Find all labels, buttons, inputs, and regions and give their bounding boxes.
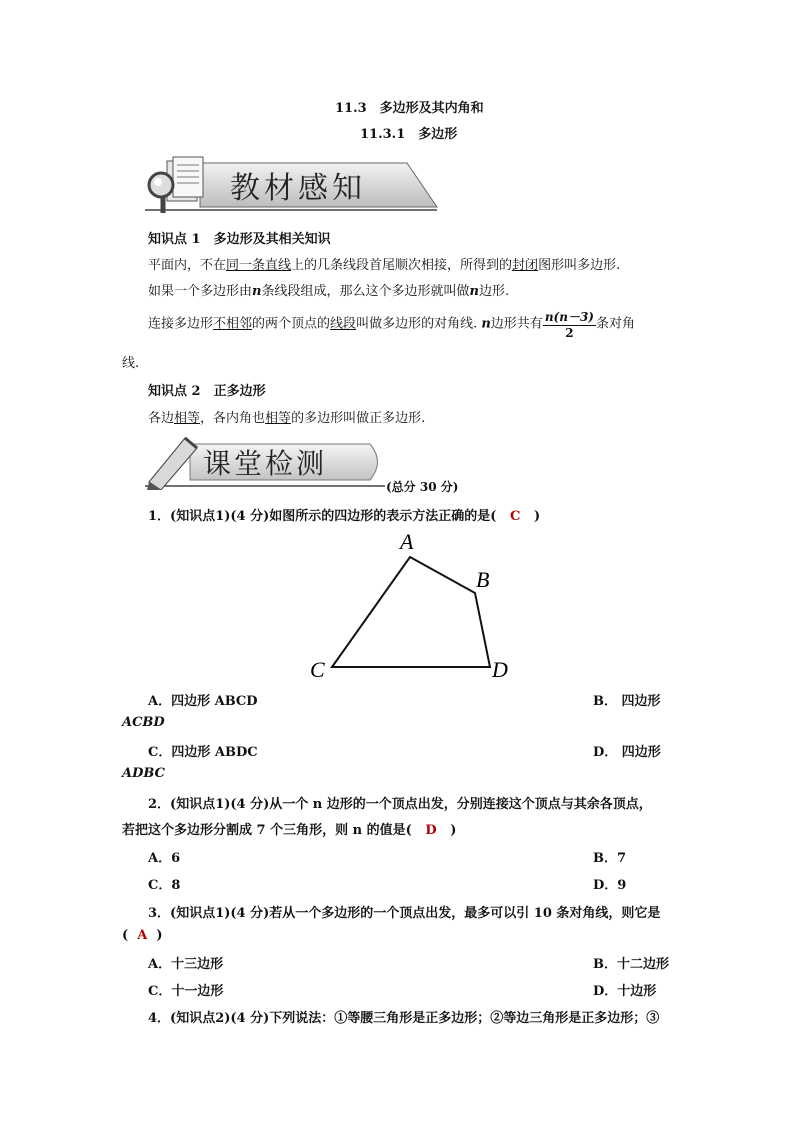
k1-underline-straight-line: 同一条直线 [226,258,292,273]
banner-textbook-label: 教材感知 [230,171,366,206]
k1-text: 连接多边形 [148,316,214,332]
question-3-line1: 3．(知识点1)(4 分)若从一个多边形的一个顶点出发，最多可以引 10 条对角线，则它是 [148,906,661,921]
q1-option-b-cont: ACBD [122,715,165,730]
q2-answer: D [425,823,437,838]
q2-option-a: A．6 [148,851,181,866]
k1-underline-segment: 线段 [330,316,357,332]
knowledge2-line [148,407,425,426]
q2-close: ) [450,823,457,838]
knowledge1-line3 [148,308,635,340]
vertex-label-c: C [310,657,325,682]
question-2-line2 [122,819,456,838]
q3-option-c: C．十一边形 [148,984,224,999]
vertex-label-b: B [476,567,490,592]
vertex-label-a: A [400,529,414,554]
k1-text: 的两个顶点的 [252,316,331,332]
q2-line2-text: 若把这个多边形分割成 7 个三角形，则 n 的值是( [122,823,412,838]
q2-option-d: D．9 [593,878,627,893]
k2-text: 的多边形叫做正多边形. [291,411,426,426]
q1-stem: 1．(知识点1)(4 分)如图所示的四边形的表示方法正确的是( [148,509,497,524]
diagonal-count-fraction [543,308,596,340]
k1-text: 如果一个多边形由 [148,284,253,299]
question-2-line1: 2．(知识点1)(4 分)从一个 n 边形的一个顶点出发，分别连接这个顶点与其余各顶点， [148,797,652,812]
knowledge1-line3-cont: 线. [122,356,140,371]
magnifier-icon [149,173,173,213]
k1-text: 条对角 [595,316,635,332]
k1-underline-closed: 封闭 [512,258,539,273]
q3-option-b: B．十二边形 [593,957,669,972]
q1-option-c: C．四边形 ABDC [148,745,258,760]
q1-option-d-cont: ADBC [122,766,165,781]
k2-underline-equal: 相等 [174,411,201,426]
knowledge-point-1-heading: 知识点 1 多边形及其相关知识 [148,232,331,247]
q1-answer: C [510,509,521,524]
q3-close: ) [156,928,163,943]
knowledge1-line2 [148,280,509,299]
q3-answer: A [137,928,148,943]
total-score: (总分 30 分) [386,480,459,494]
q1-close: ) [533,509,541,524]
q2-option-b: B．7 [593,851,627,866]
k1-text: 上的几条线段首尾顺次相接，所得到的 [291,258,513,273]
q1-option-a: A．四边形 ABCD [148,694,258,709]
k2-text: 各边 [148,411,175,426]
subsection-title: 11.3.1 多边形 [360,127,458,142]
q3-option-a: A．十三边形 [148,957,224,972]
banner-classroom-label: 课堂检测 [203,447,328,480]
q2-option-c: C．8 [148,878,181,893]
knowledge-point-2-heading: 知识点 2 正多边形 [148,384,266,399]
k1-var-n: n [252,284,262,299]
k2-underline-equal: 相等 [265,411,292,426]
quadrilateral-figure [300,525,530,685]
k1-text: 图形叫多边形. [538,258,621,273]
q1-option-d: D． 四边形 [593,745,661,760]
q3-open: ( [122,928,129,943]
banner-classroom-test [145,432,385,490]
fraction-denominator: 2 [565,326,574,340]
question-3-line2 [122,928,163,943]
k1-underline-nonadjacent: 不相邻 [213,316,253,332]
knowledge1-line1 [148,254,620,273]
k1-text: 边形共有 [490,316,543,332]
question-4-line1: 4．(知识点2)(4 分)下列说法：①等腰三角形是正多边形；②等边三角形是正多边形；③ [148,1011,660,1026]
quadrilateral-shape [332,557,490,667]
banner-textbook-perception [145,155,440,217]
k2-text: ，各内角也 [200,411,266,426]
k1-text: 平面内，不在 [148,258,227,273]
vertex-label-d: D [492,657,508,682]
fraction-numerator: n(n－3) [544,310,594,324]
k1-text: 条线段组成，那么这个多边形就叫做 [261,284,470,299]
question-1 [148,505,540,524]
k1-text: 叫做多边形的对角线. [356,316,478,332]
k1-var-n: n [469,284,479,299]
q3-option-d: D．十边形 [593,984,657,999]
k1-text: 边形. [478,284,510,299]
q1-option-b: B． 四边形 [593,694,661,709]
k1-var-n: n [481,316,491,332]
section-title: 11.3 多边形及其内角和 [335,101,484,116]
